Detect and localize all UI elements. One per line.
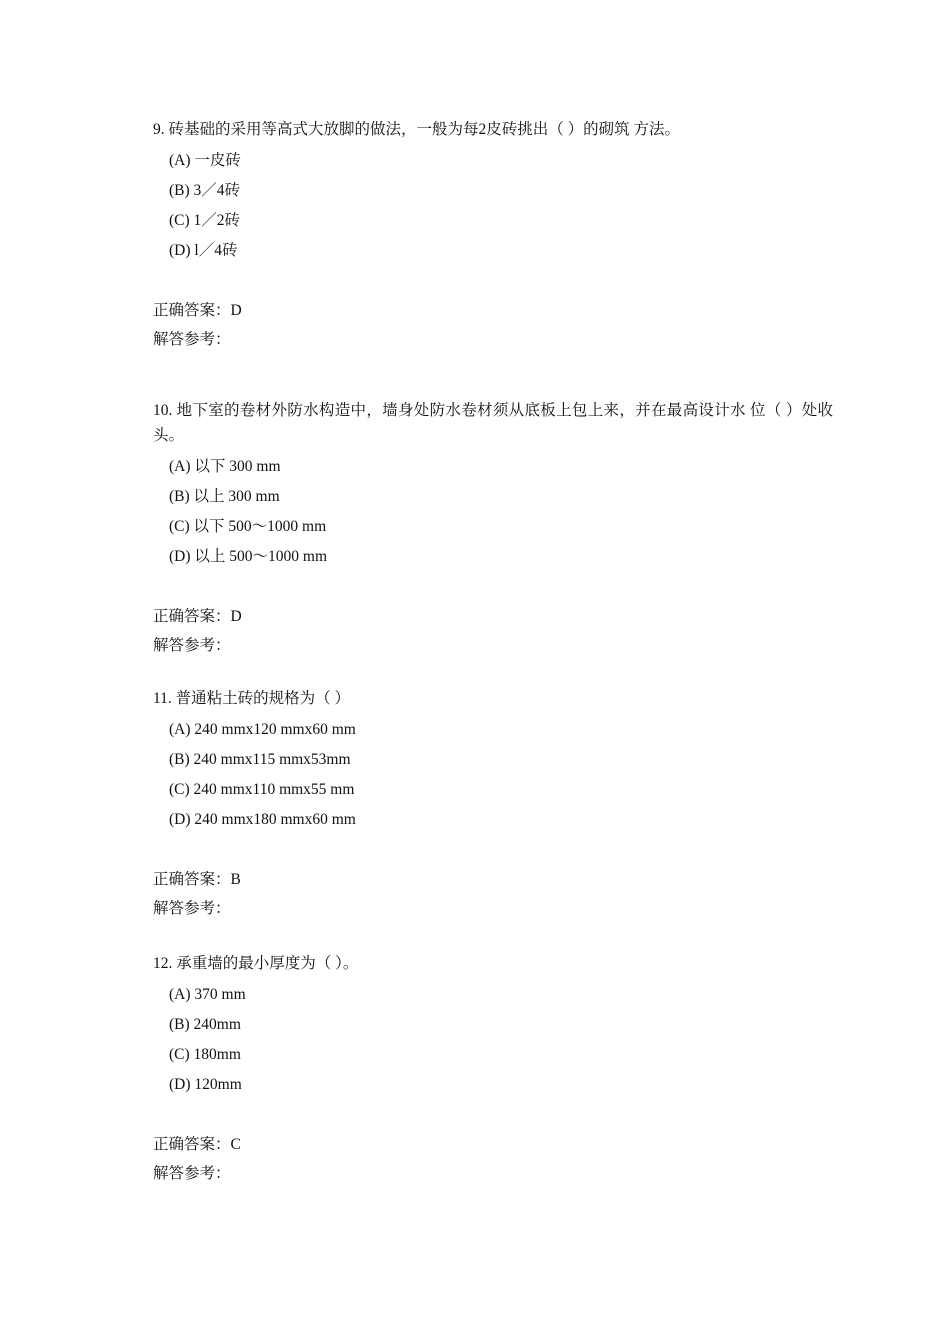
option-c: (C) 180mm — [169, 1046, 241, 1063]
correct-answer-value: D — [230, 608, 242, 625]
option-b: (B) 240 mmx115 mmx53mm — [169, 751, 351, 768]
answer-reference-label: 解答参考： — [153, 331, 231, 348]
answer-block — [153, 602, 833, 660]
correct-answer — [153, 1130, 833, 1159]
answer-reference-label: 解答参考： — [153, 1165, 231, 1182]
option-a: (A) 240 mmx120 mmx60 mm — [169, 721, 356, 738]
correct-answer-label: 正确答案： — [153, 871, 231, 888]
option-c: (C) 1／2砖 — [169, 212, 241, 229]
question-10 — [153, 398, 833, 660]
option-list — [169, 146, 833, 266]
question-stem: 11. 普通粘土砖的规格为（ ） — [153, 690, 351, 707]
option-d: (D) 以上 500～1000 mm — [169, 548, 328, 565]
answer-block — [153, 1130, 833, 1188]
correct-answer-label: 正确答案： — [153, 1136, 231, 1153]
option-b: (B) 240mm — [169, 1016, 241, 1033]
correct-answer — [153, 602, 833, 631]
answer-reference-label: 解答参考： — [153, 900, 231, 917]
option-d: (D) 120mm — [169, 1076, 242, 1093]
option-c: (C) 240 mmx110 mmx55 mm — [169, 781, 355, 798]
option-list — [169, 980, 833, 1100]
answer-block — [153, 296, 833, 354]
correct-answer-value: B — [230, 871, 241, 888]
correct-answer-label: 正确答案： — [153, 608, 231, 625]
correct-answer — [153, 296, 833, 325]
correct-answer-value: C — [230, 1136, 241, 1153]
option-d: (D) 240 mmx180 mmx60 mm — [169, 811, 356, 828]
option-b: (B) 3／4砖 — [169, 182, 241, 199]
question-12 — [153, 951, 833, 1188]
option-a: (A) 370 mm — [169, 986, 246, 1003]
option-list — [169, 452, 833, 572]
question-stem: 10. 地下室的卷材外防水构造中，墙身处防水卷材须从底板上包上来，并在最高设计水 位（ ）处收头。 — [153, 402, 833, 444]
question-9 — [153, 117, 833, 354]
option-a: (A) 一皮砖 — [169, 152, 241, 169]
answer-reference-label: 解答参考： — [153, 637, 231, 654]
question-stem: 12. 承重墙的最小厚度为（ ）。 — [153, 955, 359, 972]
question-11 — [153, 686, 833, 923]
correct-answer-value: D — [230, 302, 242, 319]
option-d: (D) l／4砖 — [169, 242, 238, 259]
correct-answer — [153, 865, 833, 894]
option-a: (A) 以下 300 mm — [169, 458, 281, 475]
option-c: (C) 以下 500～1000 mm — [169, 518, 327, 535]
answer-block — [153, 865, 833, 923]
option-b: (B) 以上 300 mm — [169, 488, 280, 505]
option-list — [169, 715, 833, 835]
correct-answer-label: 正确答案： — [153, 302, 231, 319]
question-stem: 9. 砖基础的采用等高式大放脚的做法，一般为每2皮砖挑出（ ）的砌筑 方法。 — [153, 121, 681, 138]
